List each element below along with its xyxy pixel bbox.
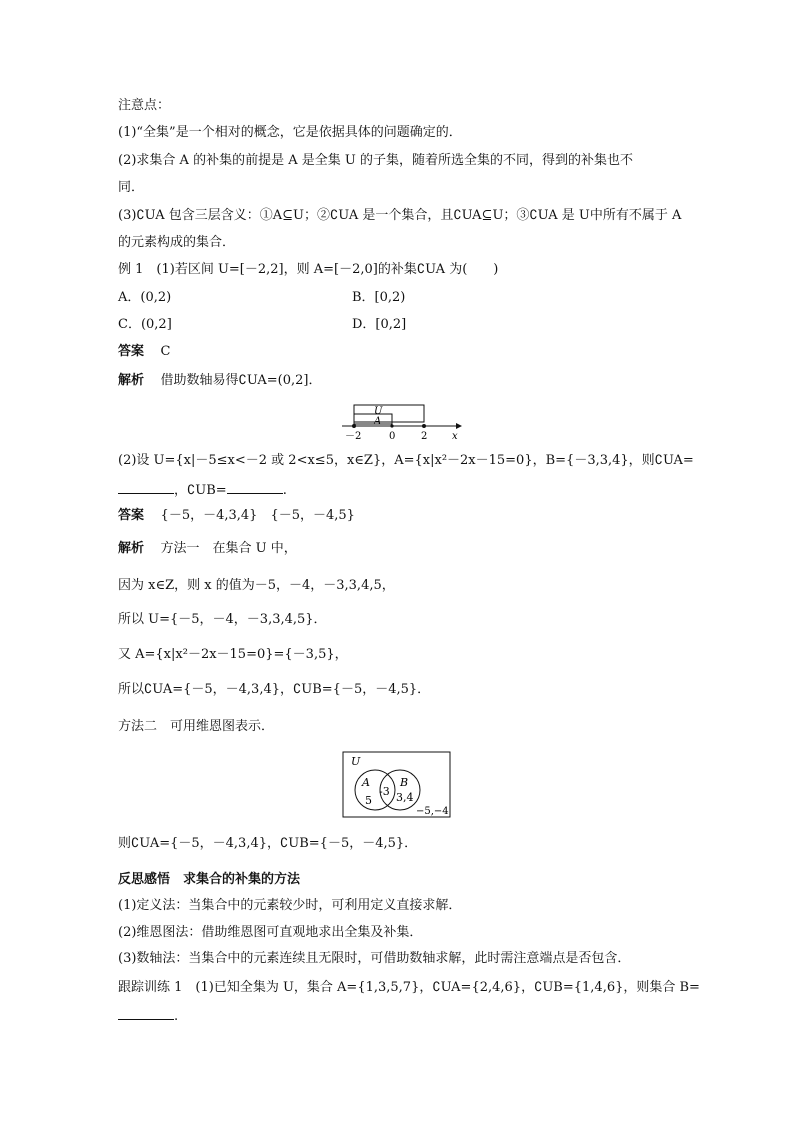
answer-label: 答案 (118, 344, 145, 359)
analysis2-line-4: 又 A={x|x²－2x－15=0}={－3,5}， (118, 647, 348, 662)
reflection-title: 反思感悟 求集合的补集的方法 (118, 872, 301, 887)
u-label: U (374, 406, 383, 417)
practice-end: . (174, 1009, 179, 1024)
tick-neg2: －2 (345, 431, 362, 442)
q2-mid-text: ，∁UB= (174, 483, 227, 498)
question2-line1: (2)设 U={x|－5≤x<－2 或 2<x≤5，x∈Z}，A={x|x²－2x－15=0}，B={－3,3,4}，则∁UA= (118, 453, 694, 468)
option-b: B．[0,2) (352, 290, 406, 305)
q2-end-text: . (282, 483, 287, 498)
b-only-value: 3,4 (396, 791, 414, 804)
analysis2-line-2: 因为 x∈Z，则 x 的值为－5，－4，－3,3,4,5， (118, 578, 395, 593)
note-item-2-cont: 同． (118, 180, 145, 195)
venn-b-label: B (400, 776, 409, 789)
analysis2-line-3: 所以 U={－5，－4，－3,3,4,5}． (118, 612, 327, 627)
a-label: A (374, 416, 382, 427)
a-only-value: 5 (365, 794, 372, 807)
analysis-label: 解析 (118, 541, 145, 556)
option-d: D．[0,2] (352, 317, 407, 332)
analysis-label: 解析 (118, 373, 145, 388)
option-c: C．(0,2] (118, 317, 172, 332)
example1-question1: 例 1 (1)若区间 U=[－2,2]，则 A=[－2,0]的补集∁UA 为( ) (118, 262, 499, 277)
practice-line1: 跟踪训练 1 (1)已知全集为 U，集合 A={1,3,5,7}，∁UA={2,4,6}，∁UB={1,4,6}，则集合 B= (118, 980, 700, 995)
venn-a-label: A (362, 776, 370, 789)
note-item-1: (1)“全集”是一个相对的概念，它是依据具体的问题确定的． (118, 125, 462, 140)
reflection-item-2: (2)维恩图法：借助维恩图可直观地求出全集及补集． (118, 925, 423, 940)
option-a: A．(0,2) (118, 290, 172, 305)
question2-line2 (118, 481, 287, 499)
analysis2-method2: 方法二 可用维恩图表示． (118, 719, 275, 734)
practice-line2 (118, 1007, 178, 1025)
analysis2-line-5: 所以∁UA={－5，－4,3,4}，∁UB={－5，－4,5}． (118, 682, 431, 697)
blank-cub (227, 481, 283, 494)
analysis2-row (118, 541, 297, 557)
x-axis-arrow (456, 423, 462, 429)
note-title: 注意点： (118, 98, 171, 113)
intersection-value: -3 (379, 785, 390, 798)
point-0 (390, 424, 393, 427)
point-neg2 (352, 424, 356, 428)
number-line-figure (338, 400, 468, 444)
blank-b (118, 1007, 174, 1020)
reflection-item-3: (3)数轴法：当集合中的元素连续且无限时，可借助数轴求解，此时需注意端点是否包含． (118, 951, 631, 966)
answer2-row (118, 508, 355, 524)
tick-2: 2 (421, 431, 428, 442)
note-item-3-cont: 的元素构成的集合． (118, 235, 236, 250)
venn-diagram (342, 751, 452, 819)
venn-u-label: U (351, 755, 361, 768)
analysis1-text: 借助数轴易得∁UA=(0,2]． (160, 373, 322, 388)
analysis1-row (118, 373, 321, 389)
outside-value: −5,−4 (416, 806, 449, 817)
reflection-item-1: (1)定义法：当集合中的元素较少时，可利用定义直接求解． (118, 898, 462, 913)
point-2 (422, 424, 426, 428)
analysis2-method1: 方法一 在集合 U 中， (160, 541, 297, 556)
note-item-2: (2)求集合 A 的补集的前提是 A 是全集 U 的子集，随着所选全集的不同，得到的补集也不 (118, 153, 633, 168)
answer2-value: {－5，－4,3,4} {－5，－4,5} (160, 508, 355, 523)
blank-cua (118, 481, 174, 494)
answer1-row (118, 344, 171, 360)
answer1-value: C (160, 344, 171, 359)
x-axis-label: x (452, 431, 458, 442)
answer-label: 答案 (118, 508, 145, 523)
tick-0: 0 (389, 431, 396, 442)
conclusion-line: 则∁UA={－5，－4,3,4}，∁UB={－5，－4,5}． (118, 836, 418, 851)
note-item-3: (3)∁UA 包含三层含义：①A⊆U；②∁UA 是一个集合，且∁UA⊆U；③∁UA 是 U中所有不属于 A (118, 208, 682, 223)
